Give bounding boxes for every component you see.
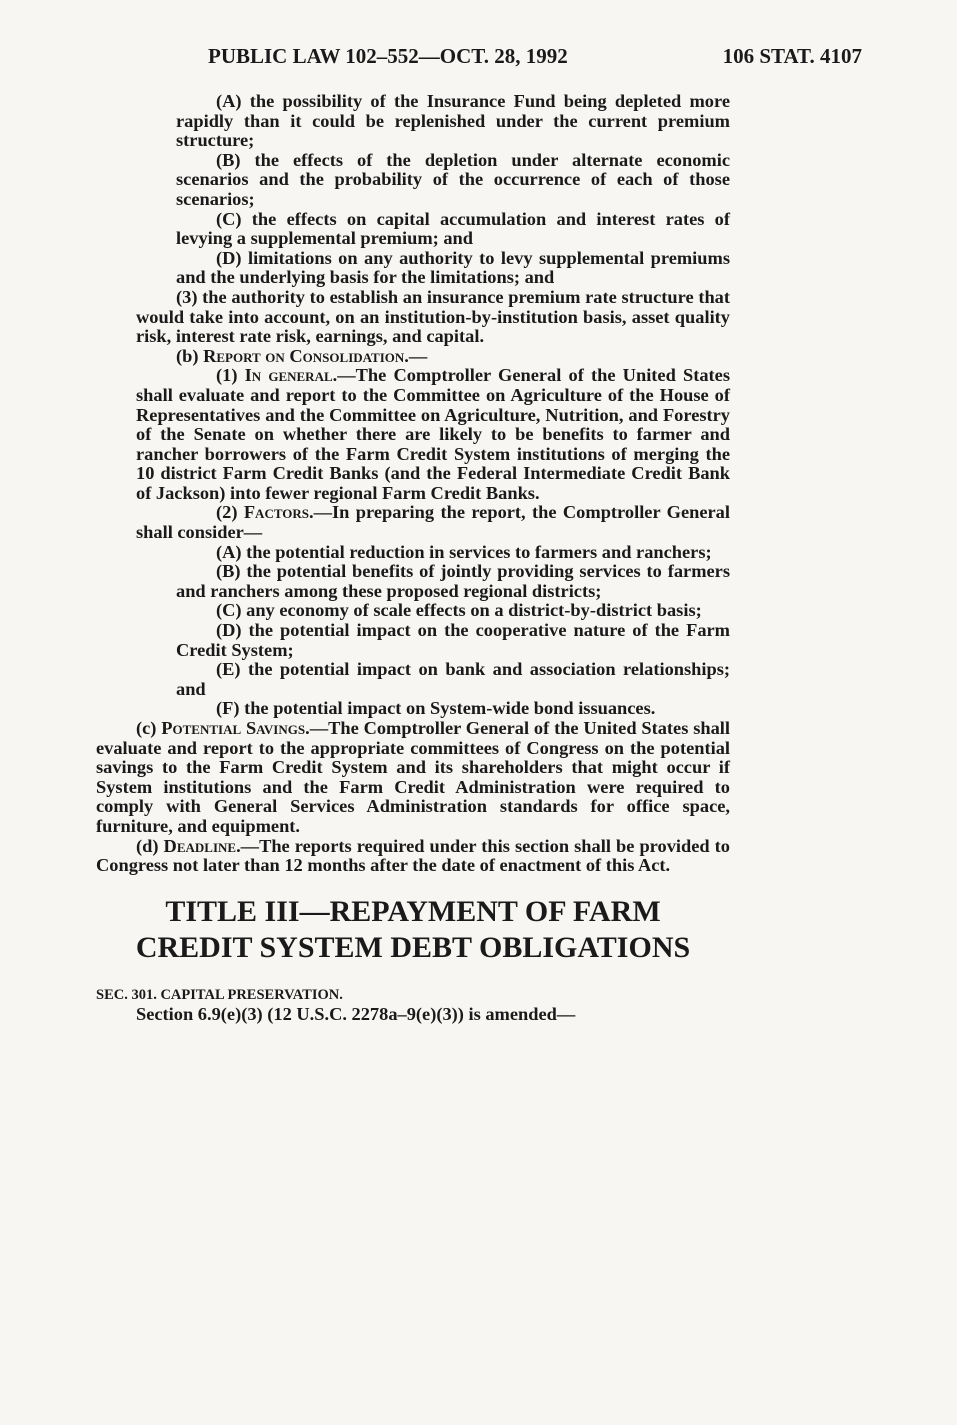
subsection-d-text: —The reports required under this section shall be provided to Congress not later than 12 months after the date of enactment of this Act. — [96, 835, 730, 876]
paragraph-b-1-heading: In general. — [244, 365, 338, 386]
subsection-b — [96, 347, 730, 367]
paragraph-a-C: (C) the effects on capital accumulation and interest rates of levying a supplemental premium; and — [176, 208, 730, 249]
paragraph-a-D: (D) limitations on any authority to levy supplemental premiums and the underlying basis for the limitations; and — [176, 247, 730, 288]
document-body — [96, 92, 730, 1025]
paragraph-b-2-heading: Factors. — [243, 502, 314, 523]
paragraph-b-2-F: (F) the potential impact on System-wide bond issuances. — [216, 698, 656, 719]
title-line-2: CREDIT SYSTEM DEBT OBLIGATIONS — [135, 930, 691, 964]
section-text: Section 6.9(e)(3) (12 U.S.C. 2278a–9(e)(3)) is amended— — [136, 1004, 576, 1025]
stat-page-number: 106 STAT. 4107 — [722, 44, 862, 68]
paragraph-b-2-prefix: (2) — [216, 502, 238, 523]
subsection-b-prefix: (b) — [176, 345, 199, 366]
paragraph-a-A: (A) the possibility of the Insurance Fund being depleted more rapidly than it could be replenished under the current premium structure; — [176, 91, 730, 151]
paragraph-b-2-C: (C) any economy of scale effects on a district-by-district basis; — [216, 600, 702, 621]
paragraph-b-2-E: (E) the potential impact on bank and association relationships; and — [176, 659, 730, 699]
paragraph-a-B: (B) the effects of the depletion under alternate economic scenarios and the probability of the occurrence of each of those scenarios; — [176, 149, 730, 209]
subsection-b-heading: Report on Consolidation.— — [203, 345, 428, 366]
paragraph-b-1-prefix: (1) — [216, 365, 238, 386]
title-line-1: TITLE III—REPAYMENT OF FARM — [165, 894, 661, 928]
subsection-c-prefix: (c) — [136, 718, 157, 738]
page-header — [208, 44, 862, 74]
subsection-d-prefix: (d) — [136, 835, 159, 856]
paragraph-b-2-B: (B) the potential benefits of jointly providing services to farmers and ranchers among these proposed regional districts; — [176, 561, 730, 601]
subsection-c — [96, 719, 730, 837]
paragraph-b-1-text: —The Comptroller General of the United States shall evaluate and report to the Committee on Agriculture of the House of Representatives and the Committee on Agriculture, Nutrition, and Forestry of the Senate on whether there are likely to be benefits to farmer and rancher borrowers of the Farm Credit System institutions of merging the 10 district Farm Credit Banks (and the Federal Intermediate Credit Bank of Jackson) into fewer regional Farm Credit Banks. — [136, 365, 730, 503]
paragraph-b-2 — [96, 503, 730, 542]
paragraph-a-3: (3) the authority to establish an insurance premium rate structure that would take into account, on an institution-by-institution basis, asset quality risk, interest rate risk, earnings, and capital. — [136, 286, 730, 347]
subsection-c-heading: Potential Savings. — [161, 718, 310, 738]
public-law-citation: PUBLIC LAW 102–552—OCT. 28, 1992 — [208, 44, 568, 68]
section-heading: SEC. 301. CAPITAL PRESERVATION. — [96, 986, 343, 1003]
subsection-d-heading: Deadline. — [163, 835, 241, 856]
paragraph-b-2-text: —In preparing the report, the Comptroller General shall consider— — [136, 502, 730, 543]
title-heading — [96, 894, 730, 966]
paragraph-b-2-A: (A) the potential reduction in services to farmers and ranchers; — [216, 541, 712, 562]
paragraph-b-1 — [96, 366, 730, 503]
subsection-d — [96, 837, 730, 876]
paragraph-b-2-D: (D) the potential impact on the cooperative nature of the Farm Credit System; — [176, 620, 730, 660]
subsection-c-text: —The Comptroller General of the United States shall evaluate and report to the appropriate committees of Congress on the potential savings to the Farm Credit System and its shareholders that might occur if System institutions and the Farm Credit Administration were required to comply with General Services Administration standards for office space, furniture, and equipment. — [96, 718, 731, 836]
